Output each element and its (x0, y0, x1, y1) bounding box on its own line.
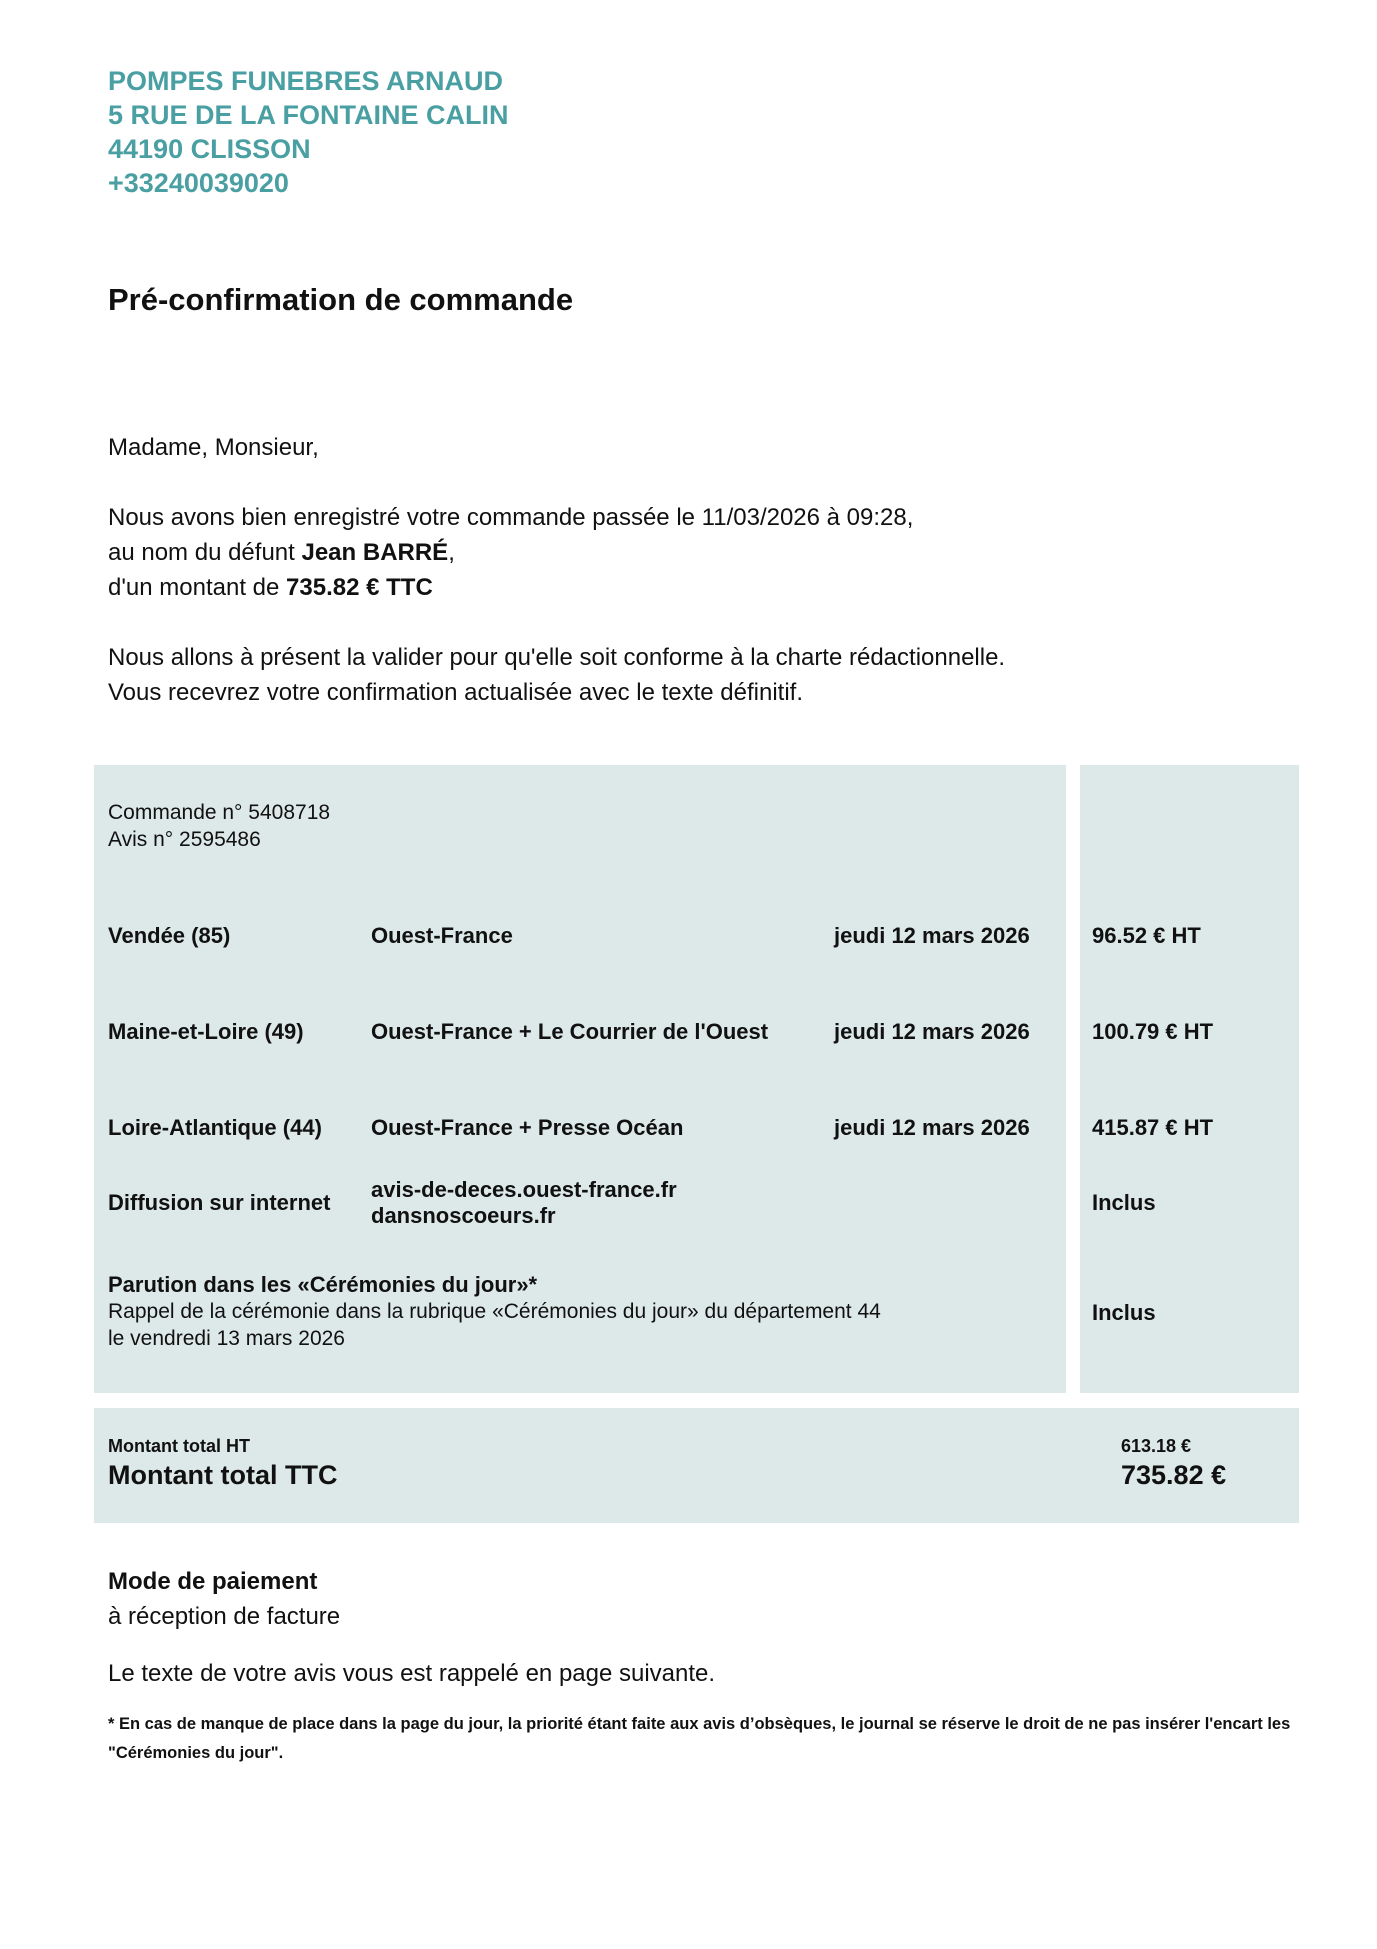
internet-site-ouest-france: avis-de-deces.ouest-france.fr (371, 1177, 677, 1202)
row-price: 100.79 € HT (1092, 1019, 1214, 1044)
total-ttc-label: Montant total TTC (108, 1460, 338, 1490)
row-newspaper: Ouest-France (371, 923, 513, 948)
document-title: Pré-confirmation de commande (108, 282, 574, 317)
sender-name: POMPES FUNEBRES ARNAUD (108, 66, 504, 96)
payment-heading: Mode de paiement (108, 1568, 318, 1595)
amount-value: 735.82 € TTC (286, 574, 433, 601)
text-reminder: Le texte de votre avis vous est rappelé en page suivante. (108, 1660, 716, 1687)
order-prices-panel (1080, 765, 1299, 1393)
order-number: Commande n° 5408718 (108, 801, 331, 824)
total-ttc-value: 735.82 € (1121, 1460, 1227, 1490)
internet-site-dansnoscoeurs: dansnoscoeurs.fr (371, 1203, 556, 1228)
deceased-sentence (108, 535, 1268, 570)
row-newspaper: Ouest-France + Le Courrier de l'Ouest (371, 1019, 769, 1044)
ceremonies-date: le vendredi 13 mars 2026 (108, 1327, 345, 1350)
row-price: 96.52 € HT (1092, 923, 1201, 948)
letter-body (108, 430, 1268, 710)
row-region: Loire-Atlantique (44) (108, 1115, 322, 1140)
sender-address (108, 64, 509, 200)
notice-number: Avis n° 2595486 (108, 828, 261, 851)
row-date: jeudi 12 mars 2026 (834, 1019, 1030, 1044)
ceremonies-description: Rappel de la cérémonie dans la rubrique «Cérémonies du jour» du département 44 (108, 1300, 881, 1323)
sender-city: 44190 CLISSON (108, 134, 311, 164)
internet-label: Diffusion sur internet (108, 1190, 331, 1215)
deceased-suffix: , (448, 539, 455, 566)
sender-phone: +33240039020 (108, 168, 289, 198)
amount-sentence (108, 570, 1268, 605)
row-date: jeudi 12 mars 2026 (834, 1115, 1030, 1140)
footnote: * En cas de manque de place dans la page du jour, la priorité étant faite aux avis d’obsèques, le journal se réserve le droit de ne pas insérer l'encart les "Cérémonies du jour". (108, 1715, 1291, 1762)
ceremonies-label: Parution dans les «Cérémonies du jour»* (108, 1272, 538, 1297)
row-region: Maine-et-Loire (49) (108, 1019, 304, 1044)
amount-prefix: d'un montant de (108, 574, 287, 601)
validation-sentence: Nous allons à présent la valider pour qu'elle soit conforme à la charte rédactionnelle. (108, 644, 1006, 671)
row-region: Vendée (85) (108, 923, 231, 948)
row-price: 415.87 € HT (1092, 1115, 1214, 1140)
internet-price: Inclus (1092, 1190, 1156, 1215)
deceased-prefix: au nom du défunt (108, 539, 302, 566)
payment-method: à réception de facture (108, 1603, 341, 1630)
confirmation-sentence: Vous recevrez votre confirmation actualisée avec le texte définitif. (108, 679, 804, 706)
total-ht-value: 613.18 € (1121, 1436, 1192, 1456)
row-date: jeudi 12 mars 2026 (834, 923, 1030, 948)
deceased-name: Jean BARRÉ (301, 539, 449, 566)
order-references (108, 799, 330, 853)
ceremonies-price: Inclus (1092, 1300, 1156, 1325)
greeting: Madame, Monsieur, (108, 434, 319, 461)
sender-street: 5 RUE DE LA FONTAINE CALIN (108, 100, 509, 130)
order-sentence: Nous avons bien enregistré votre commande passée le 11/03/2026 à 09:28, (108, 504, 914, 531)
total-ht-label: Montant total HT (108, 1436, 250, 1456)
row-newspaper: Ouest-France + Presse Océan (371, 1115, 684, 1140)
